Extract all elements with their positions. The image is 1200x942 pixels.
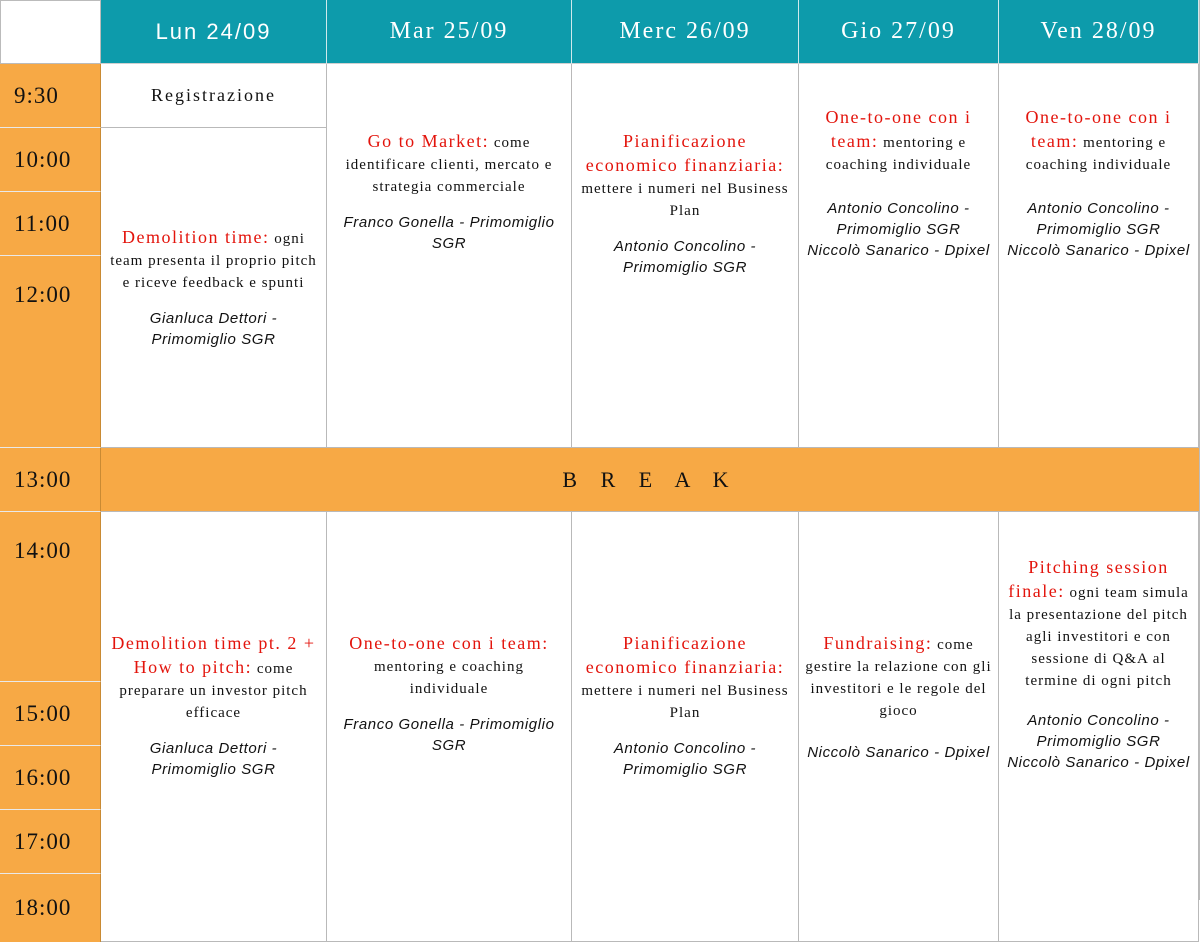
session-fri-morning-text (1005, 106, 1192, 176)
session-title: One-to-one con i team: (1025, 107, 1172, 151)
session-title: Pianificazione economico finanziaria: (585, 131, 785, 175)
session-tue-afternoon-text (333, 632, 565, 700)
session-thu-afternoon (799, 512, 999, 942)
session-description: mentoring e coaching individuale (825, 135, 972, 173)
session-speaker: Antonio Concolino - Primomiglio SGR (1027, 712, 1170, 750)
time-slot-1600: 16:00 (0, 746, 101, 810)
session-description: ogni team presenta il proprio pitch e riceve feedback e spunti (110, 230, 317, 291)
time-slot-1300: 13:00 (0, 448, 101, 512)
session-mon-morning (101, 128, 327, 448)
session-description: mettere i numeri nel Business Plan (581, 181, 789, 219)
session-description: come gestire la relazione con gli investitori e le regole del gioco (805, 637, 992, 719)
session-title: Go to Market: (367, 131, 490, 151)
corner-cell (0, 0, 101, 64)
session-speaker: Niccolò Sanarico - Dpixel (807, 744, 990, 761)
day-header-fri: Ven 28/09 (999, 0, 1199, 64)
session-speaker: Gianluca Dettori - Primomiglio SGR (149, 309, 278, 348)
session-wed-afternoon-text (578, 632, 792, 724)
break-row: B R E A K (101, 448, 1199, 512)
time-slot-1400: 14:00 (0, 512, 101, 682)
session-title: Demolition time: (122, 226, 270, 247)
session-tue-morning (327, 64, 572, 448)
session-fri-afternoon-text (1005, 556, 1192, 692)
session-description: mentoring e coaching individuale (374, 659, 524, 697)
session-title: One-to-one con i team: (349, 633, 549, 653)
day-header-thu: Gio 27/09 (799, 0, 999, 64)
session-wed-afternoon (572, 512, 799, 942)
session-description: mentoring e coaching individuale (1025, 135, 1172, 173)
session-wed-morning-text (578, 130, 792, 222)
session-tue-morning-text (333, 130, 565, 198)
session-speaker: Antonio Concolino - Primomiglio SGR (613, 238, 757, 276)
session-speaker: Antonio Concolino - Primomiglio SGR (613, 740, 757, 778)
day-header-mon: Lun 24/09 (101, 0, 327, 64)
session-mon-afternoon (101, 512, 327, 942)
session-speaker: Franco Gonella - Primomiglio SGR (343, 214, 555, 252)
registration-cell: Registrazione (101, 64, 327, 128)
session-mon-morning-text (107, 226, 320, 294)
session-speaker: Gianluca Dettori - Primomiglio SGR (149, 740, 278, 778)
session-fri-afternoon (999, 512, 1199, 942)
session-wed-morning (572, 64, 799, 448)
time-slot-1700: 17:00 (0, 810, 101, 874)
session-speaker: Antonio Concolino - Primomiglio SGR (1027, 200, 1170, 238)
session-title: One-to-one con i team: (825, 107, 972, 151)
session-description: mettere i numeri nel Business Plan (581, 683, 789, 721)
session-speaker-2: Niccolò Sanarico - Dpixel (1007, 754, 1190, 771)
session-description: come identificare clienti, mercato e strategia commerciale (345, 135, 553, 195)
session-mon-afternoon-text (107, 632, 320, 724)
session-title: Fundraising: (823, 633, 933, 653)
session-description: ogni team simula la presentazione del pitch agli investitori e con sessione di Q&A al termine di ogni pitch (1009, 585, 1189, 689)
day-header-tue: Mar 25/09 (327, 0, 572, 64)
time-slot-0930: 9:30 (0, 64, 101, 128)
session-thu-morning-text (805, 106, 992, 176)
session-tue-afternoon (327, 512, 572, 942)
session-thu-afternoon-text (805, 632, 992, 722)
session-speaker: Antonio Concolino - Primomiglio SGR (827, 200, 970, 238)
session-speaker: Franco Gonella - Primomiglio SGR (343, 716, 555, 754)
day-header-wed: Merc 26/09 (572, 0, 799, 64)
time-slot-1000: 10:00 (0, 128, 101, 192)
time-slot-1200: 12:00 (0, 256, 101, 448)
time-slot-1800: 18:00 (0, 874, 101, 942)
time-slot-1100: 11:00 (0, 192, 101, 256)
session-title: Pianificazione economico finanziaria: (585, 633, 785, 677)
session-thu-morning (799, 64, 999, 448)
session-fri-morning (999, 64, 1199, 448)
session-speaker-2: Niccolò Sanarico - Dpixel (1007, 242, 1190, 259)
session-speaker-2: Niccolò Sanarico - Dpixel (807, 242, 990, 259)
session-title: Pitching session finale: (1008, 557, 1169, 601)
time-slot-1500: 15:00 (0, 682, 101, 746)
session-description: come preparare un investor pitch efficace (119, 661, 308, 721)
session-title: Demolition time pt. 2 + How to pitch: (111, 633, 316, 677)
